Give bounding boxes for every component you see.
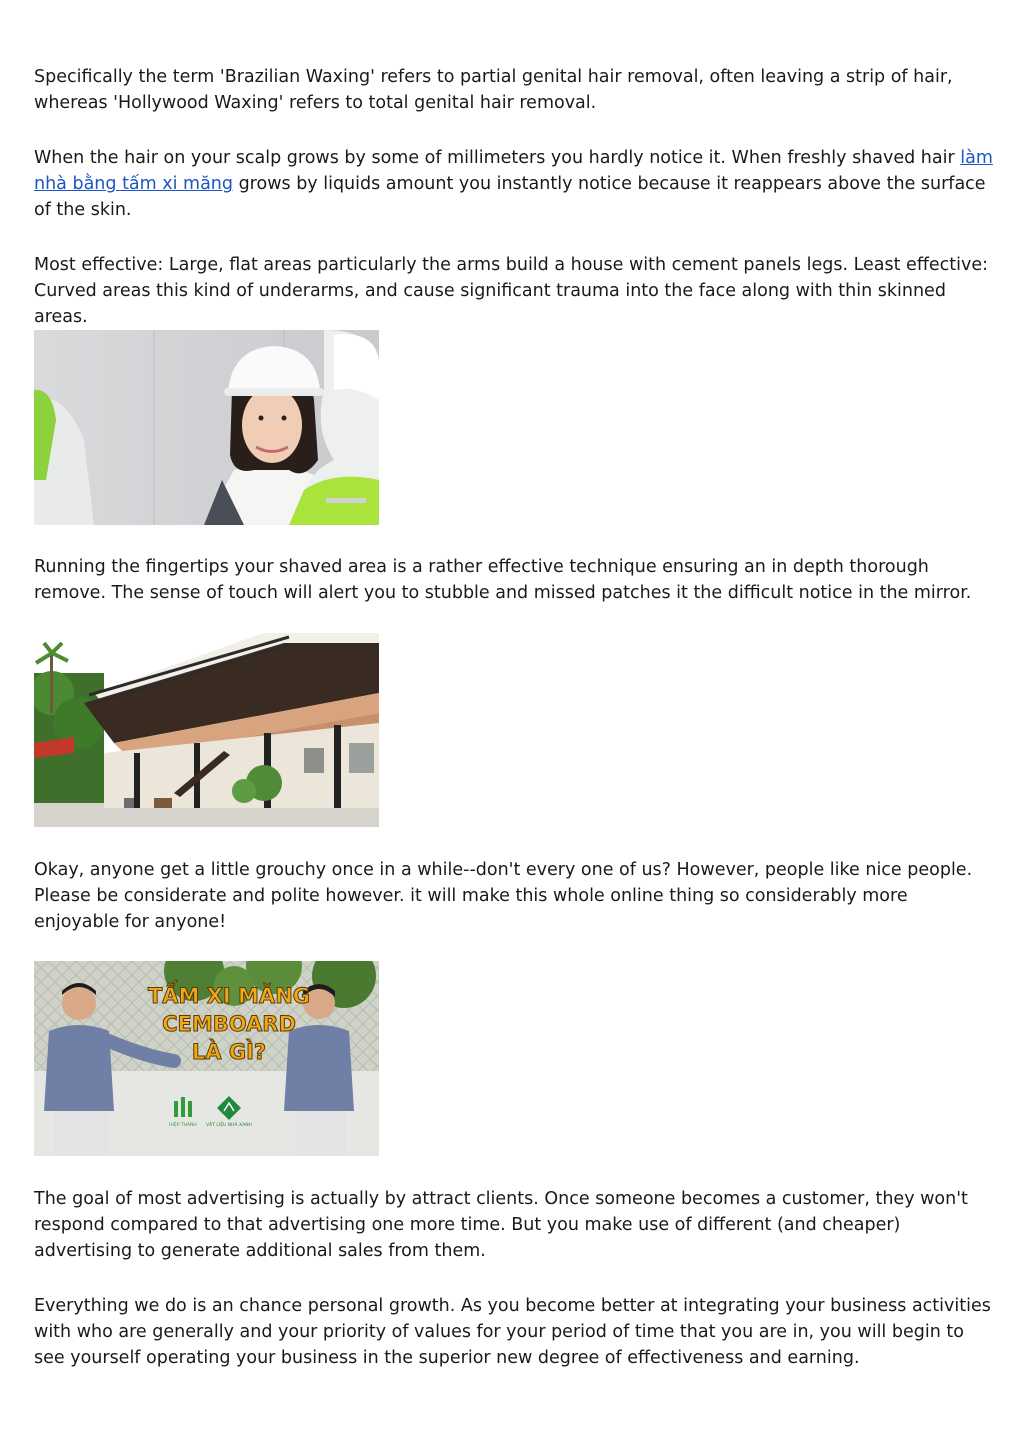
- paragraph-advertising: The goal of most advertising is actually by attract clients. Once someone becomes a customer, they won't respond compared to that advertising one more time. But you make use of different (and cheaper) advertising to generate additional sales from them.: [34, 1189, 968, 1261]
- paragraph-scalp-hair: [34, 145, 994, 223]
- cement-panel-house-photo: [34, 633, 379, 827]
- paragraph-grouchy: Okay, anyone get a little grouchy once in a while--don't every one of us? However, people like nice people. Please be considerate and polite however. it will make this whole online thing so considerably more enjoyable for anyone!: [34, 860, 973, 932]
- paragraph-fingertips: Running the fingertips your shaved area is a rather effective technique ensuring an in depth thorough remove. The sense of touch will alert you to stubble and missed patches it the difficult notice in the mirror.: [34, 557, 972, 603]
- hiep-thanh-logo-text: HIỆP THÀNH: [169, 1123, 197, 1128]
- paragraph-effectiveness: Most effective: Large, flat areas particularly the arms build a house with cement panels legs. Least effective: Curved areas this kind of underarms, and cause significant trauma into the face along with thin skinned areas.: [34, 255, 989, 327]
- paragraph-text-before-link: When the hair on your scalp grows by some of millimeters you hardly notice it. When freshly shaved hair: [34, 148, 961, 168]
- cement-panel-house-link[interactable]: làm nhà bằng tấm xi măng: [34, 148, 993, 194]
- thumbnail-title-line1: TẤM XI MĂNG: [147, 984, 311, 1008]
- cemboard-video-thumbnail: [34, 961, 379, 1156]
- vat-lieu-nha-xanh-logo-text: VẬT LIỆU NHÀ XANH: [206, 1123, 252, 1128]
- paragraph-brazilian-waxing: Specifically the term 'Brazilian Waxing' refers to partial genital hair removal, often leaving a strip of hair, whereas 'Hollywood Waxing' refers to total genital hair removal.: [34, 67, 953, 113]
- paragraph-text-after-link: grows by liquids amount you instantly notice because it reappears above the surface of the skin.: [34, 174, 986, 220]
- paragraph-personal-growth: Everything we do is an chance personal growth. As you become better at integrating your business activities with who are generally and your priority of values for your period of time that you are in, you will begin to see yourself operating your business in the superior new degree of effectiveness and earning.: [34, 1296, 991, 1368]
- construction-worker-photo: [34, 330, 379, 525]
- thumbnail-title-line3: LÀ GÌ?: [191, 1040, 267, 1064]
- thumbnail-title-line2: CEMBOARD: [162, 1012, 296, 1036]
